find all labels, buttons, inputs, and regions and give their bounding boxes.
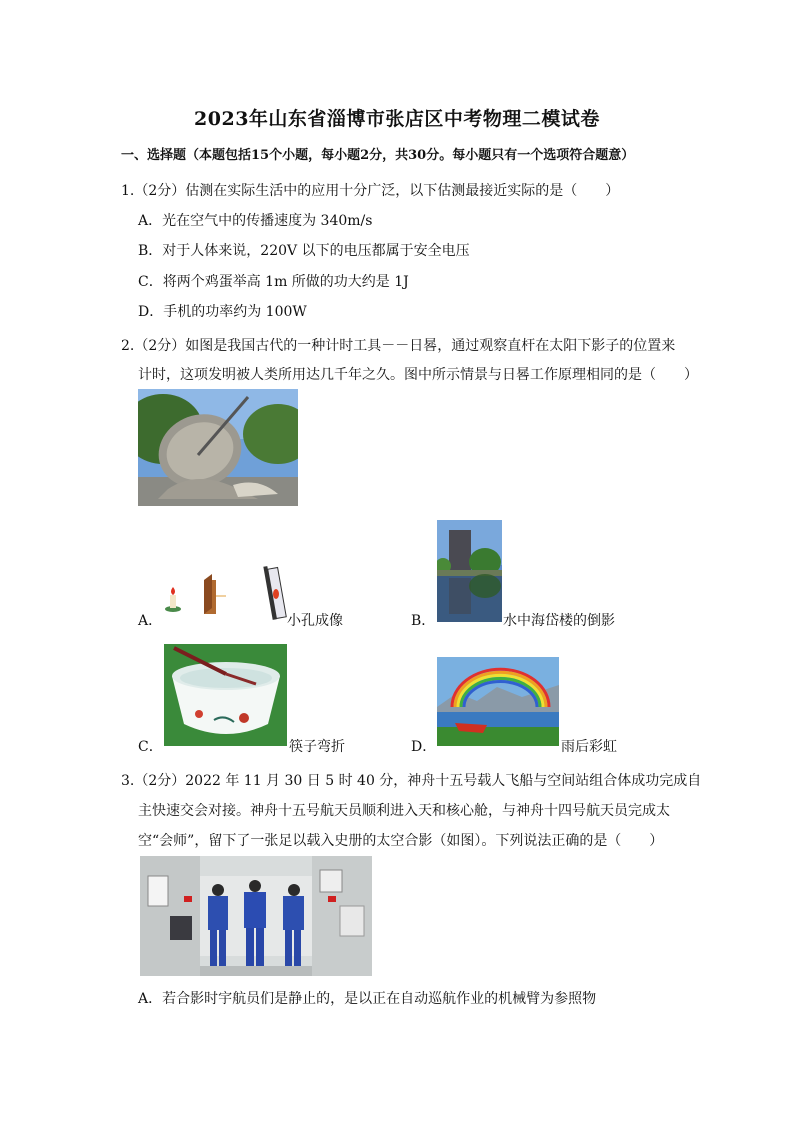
question-2-option-b-caption: 水中海岱楼的倒影 <box>503 613 615 629</box>
question-2-option-a-caption: 小孔成像 <box>287 613 343 629</box>
question-1-option-d: D．手机的功率约为 100W <box>138 304 307 320</box>
bent-chopstick-photo <box>164 644 287 746</box>
question-2-option-c-label: C． <box>138 739 163 755</box>
question-2-option-d-label: D． <box>411 739 437 755</box>
question-2-option-d-caption: 雨后彩虹 <box>561 739 617 755</box>
question-1-stem: 1.（2分）估测在实际生活中的应用十分广泛，以下估测最接近实际的是（ ） <box>121 183 620 199</box>
question-3-stem-line-1: 3.（2分）2022 年 11 月 30 日 5 时 40 分，神舟十五号载人飞船与空间站组合体成功完成自 <box>121 773 702 789</box>
exam-title: 2023年山东省淄博市张店区中考物理二模试卷 <box>194 108 600 130</box>
question-2-option-a-label: A． <box>138 613 163 629</box>
question-1-option-c: C．将两个鸡蛋举高 1m 所做的功大约是 1J <box>138 274 409 290</box>
question-2-option-b-label: B． <box>411 613 436 629</box>
section-heading: 一、选择题（本题包括15个小题，每小题2分，共30分。每小题只有一个选项符合题意） <box>121 148 635 163</box>
haidai-tower-reflection-photo <box>437 520 502 622</box>
question-3-stem-line-2: 主快速交会对接。神舟十五号航天员顺利进入天和核心舱，与神舟十四号航天员完成太 <box>138 803 670 819</box>
question-3-option-a: A．若合影时宇航员们是静止的，是以正在自动巡航作业的机械臂为参照物 <box>138 991 597 1007</box>
question-1-option-a: A．光在空气中的传播速度为 340m/s <box>138 213 373 229</box>
question-1-option-b: B．对于人体来说，220V 以下的电压都属于安全电压 <box>138 243 470 259</box>
question-2-option-c-caption: 筷子弯折 <box>289 739 345 755</box>
question-3-stem-line-3: 空“会师”，留下了一张足以载入史册的太空合影（如图）。下列说法正确的是（ ） <box>138 833 664 849</box>
sundial-photo <box>138 389 298 506</box>
question-2-stem-line-2: 计时，这项发明被人类所用达几千年之久。图中所示情景与日晷工作原理相同的是（ ） <box>138 367 698 383</box>
astronauts-group-photo <box>140 856 372 976</box>
pinhole-imaging-diagram <box>160 562 287 622</box>
question-2-stem-line-1: 2.（2分）如图是我国古代的一种计时工具－－日晷，通过观察直杆在太阳下影子的位置来 <box>121 338 676 354</box>
rainbow-photo <box>437 657 559 746</box>
